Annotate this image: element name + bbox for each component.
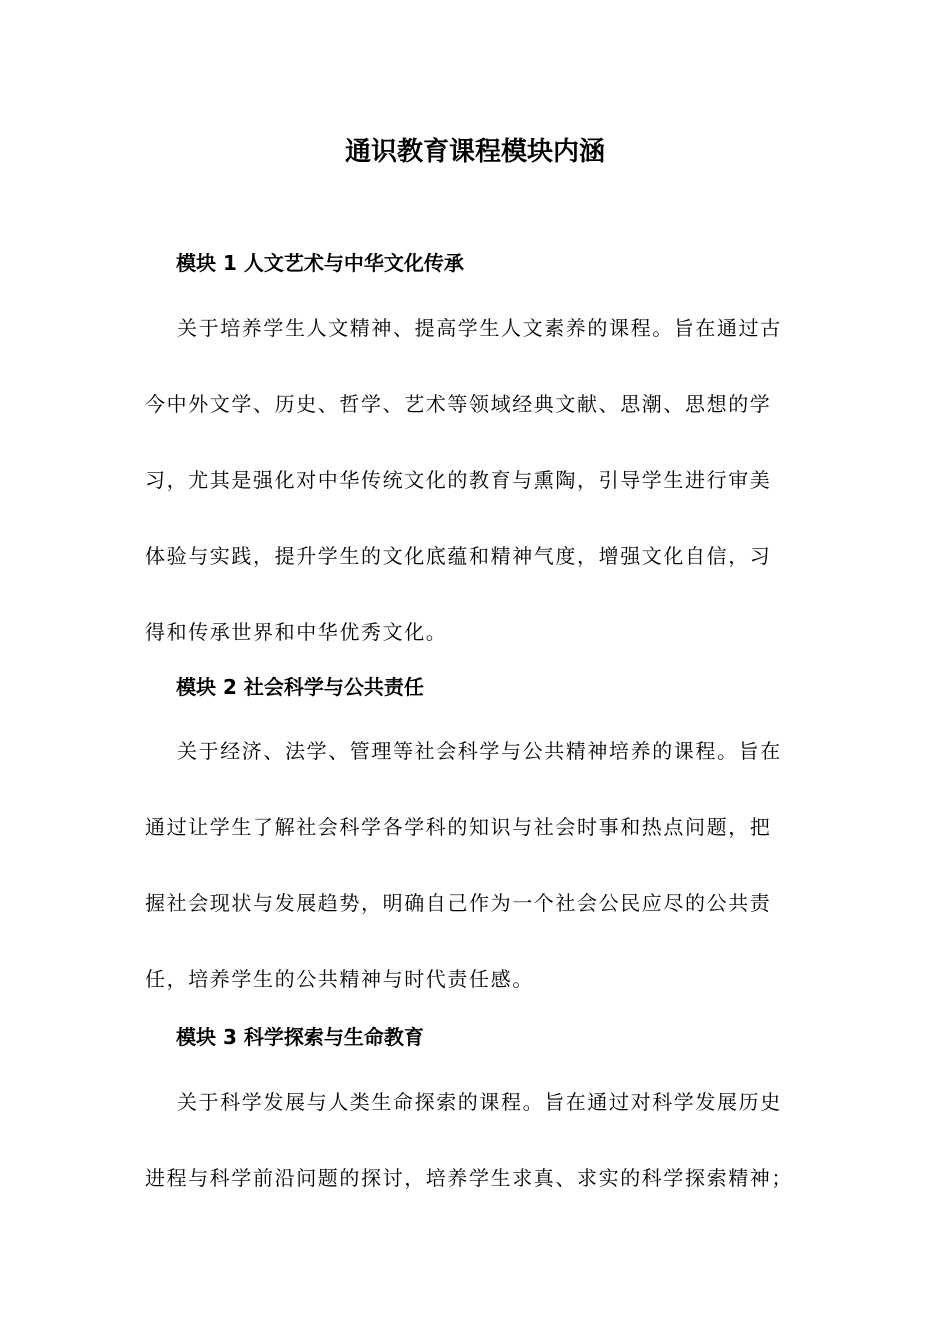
paragraph-line: 关于培养学生人文精神、提高学生人文素养的课程。旨在通过古 [177, 316, 782, 340]
document-title: 通识教育课程模块内涵 [344, 137, 605, 167]
section-paragraph-module-1 [145, 313, 805, 693]
paragraph-line: 进程与科学前沿问题的探讨，培养学生求真、求实的科学探索精神； [145, 1166, 793, 1190]
section-heading-module-1: 模块 1 人文艺术与中华文化传承 [176, 251, 464, 275]
paragraph-line: 今中外文学、历史、哲学、艺术等领域经典文献、思潮、思想的学 [145, 392, 772, 416]
section-heading-module-2: 模块 2 社会科学与公共责任 [176, 675, 424, 699]
paragraph-line: 任，培养学生的公共精神与时代责任感。 [145, 967, 534, 991]
paragraph-line: 体验与实践，提升学生的文化底蕴和精神气度，增强文化自信，习 [145, 544, 772, 568]
paragraph-line: 握社会现状与发展趋势，明确自己作为一个社会公民应尽的公共责 [145, 891, 772, 915]
paragraph-line: 得和传承世界和中华优秀文化。 [145, 620, 448, 644]
section-paragraph-module-3 [145, 1087, 805, 1239]
section-paragraph-module-2 [145, 736, 805, 1040]
section-heading-module-3: 模块 3 科学探索与生命教育 [176, 1025, 424, 1049]
paragraph-line: 习，尤其是强化对中华传统文化的教育与熏陶，引导学生进行审美 [145, 468, 772, 492]
paragraph-line: 关于经济、法学、管理等社会科学与公共精神培养的课程。旨在 [177, 739, 782, 763]
paragraph-line: 通过让学生了解社会科学各学科的知识与社会时事和热点问题，把 [145, 815, 772, 839]
paragraph-line: 关于科学发展与人类生命探索的课程。旨在通过对科学发展历史 [177, 1090, 782, 1114]
